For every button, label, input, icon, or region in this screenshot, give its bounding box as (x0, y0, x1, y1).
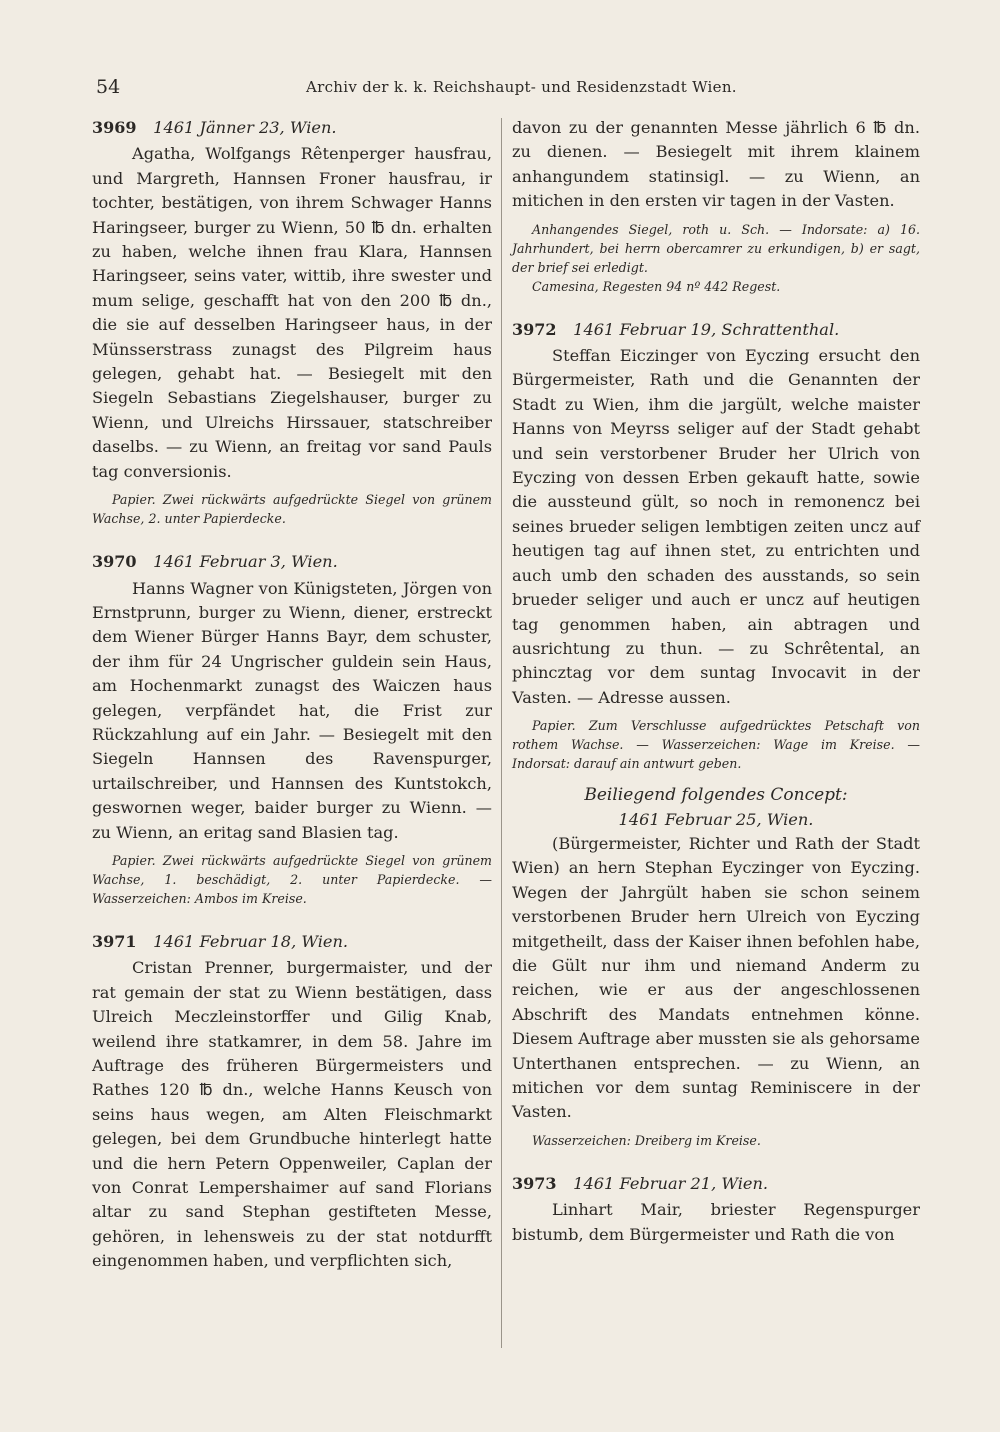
entry-number: 3969 (92, 118, 137, 137)
entry-3973 (512, 1172, 920, 1247)
entry-note: Papier. Zum Verschlusse aufgedrücktes Petschaft von rothem Wachse. — Wasserzeichen: Wage im Kreise. — Indorsat: darauf ain antwurt geben. (512, 718, 920, 772)
entry-text: Cristan Prenner, burgermaister, und der rat gemain der stat zu Wienn bestätigen, dass Ulreich Meczleinstorffer und Gilig Knab, weilend ihre statkamrer, in dem 58. Jahre im Auftrage des früheren Bürgermeisters und Rathes 120 ℔ dn., welche Hanns Keusch von seins haus wegen, am Alten Fleischmarkt gelegen, bei dem Grundbuche hinterlegt hatte und die hern Petern Oppenweiler, Caplan der von Conrat Lempershaimer auf sand Florians altar zu sand Stephan gestifteten Messe, gehören, in lehensweis zu der stat notdurfft eingenommen haben, und verpflichten sich, (92, 958, 492, 1271)
entry-heading (512, 318, 920, 342)
entry-date: 1461 Februar 19, Schrattenthal. (573, 319, 840, 339)
concept-text: (Bürgermeister, Richter und Rath der Stadt Wien) an hern Stephan Eyczinger von Eyczing. Wegen der Jahrgült haben sie schon seinem verstorbenen Bruder hern Ulreich von Eyczing mitgetheilt, dass der Kaiser ihnen befohlen habe, die Gült nur ihm und niemand Anderm zu reichen, wie er aus der angeschlossenen Abschrift des Mandats entnehmen könne. Diesem Auftrage aber mussten sie als gehorsame Unterthanen entsprechen. — zu Wienn, an mitichen vor dem suntag Reminiscere in der Vasten. (512, 833, 920, 1122)
entry-text: Agatha, Wolfgangs Rêtenperger hausfrau, und Margreth, Hannsen Froner hausfrau, ir tochter, bestätigen, von ihrem Schwager Hanns Haringseer, burger zu Wienn, 50 ℔ dn. erhalten zu haben, welche ihnen frau Klara, Hannsen Haringseer, seins vater, wittib, ihre swester und mum selige, geschafft hat von den 200 ℔ dn., die sie auf desselben Haringseer haus, in der Münsserstrass zunagst des Pilgreim haus gelegen, gehabt hat. — Besiegelt mit den Siegeln Sebastians Ziegelshauser, burger zu Wienn, und Ulreichs Hirssauer, statschreiber daselbs. — zu Wienn, an freitag vor sand Pauls tag conversionis. (92, 144, 492, 481)
entry-number: 3970 (92, 552, 137, 572)
entry-text: Steffan Eiczinger von Eyczing ersucht den Bürgermeister, Rath und die Genannten der Stadt zu Wien, ihm die jargült, welche maister Hanns von Meyrss seliger auf der Stadt gehabt und sein verstorbener Bruder her Ulrich von Eyczing von dessen Erben gekauft hatte, sowie die aussteund gült, so noch in remonencz bei seines brueder seligen lembtigen zeiten uncz auf heutigen tag auf ihnen stet, zu entrichten und auch umb den schaden des ausstands, so sein brueder seliger und auch er uncz auf heutigen tag genommen haben, ain abtragen und ausrichtung zu thun. — zu Schrêtental, an phincztag vor dem suntag Invocavit in der Vasten. — Adresse aussen. (512, 346, 920, 707)
entry-number: 3973 (512, 1173, 557, 1193)
left-column (92, 116, 492, 1274)
column-divider (501, 118, 502, 1348)
entry-3970 (92, 550, 492, 908)
entry-date: 1461 Februar 21, Wien. (573, 1173, 769, 1193)
entry-date: 1461 Februar 18, Wien. (153, 931, 349, 951)
entry-note: Papier. Zwei rückwärts aufgedrückte Siegel von grünem Wachse, 2. unter Papierdecke. (92, 492, 492, 527)
running-title: Archiv der k. k. Reichshaupt- und Residenzstadt Wien. (306, 78, 737, 96)
entry-note-reference: Camesina, Regesten 94 nº 442 Regest. (532, 278, 781, 294)
entry-text: Linhart Mair, briester Regenspurger bistumb, dem Bürgermeister und Rath die von (512, 1200, 920, 1244)
page-header (96, 76, 916, 102)
entry-heading (92, 930, 492, 954)
entry-3971 (92, 930, 492, 1274)
entry-note: Papier. Zwei rückwärts aufgedrückte Siegel von grünem Wachse, 1. beschädigt, 2. unter Papierdecke. — Wasserzeichen: Ambos im Kreise. (92, 852, 492, 906)
right-column (512, 116, 920, 1247)
page-number: 54 (96, 76, 121, 98)
entry-3969 (92, 116, 492, 528)
entry-text: Hanns Wagner von Künigsteten, Jörgen von Ernstprunn, burger zu Wienn, diener, erstreckt dem Wiener Bürger Hanns Bayr, dem schuster, der ihm für 24 Ungrischer guldein sein Haus, am Hochenmarkt zunagst des Waiczen haus gelegen, verpfändet hat, die Frist zur Rückzahlung auf ein Jahr. — Besiegelt mit den Siegeln Hannsen des Ravenspurger, urtailschreiber, und Hannsen des Kuntstokch, geswornen weger, baider burger zu Wienn. — zu Wienn, an eritag sand Blasien tag. (92, 578, 492, 842)
concept-note: Wasserzeichen: Dreiberg im Kreise. (532, 1132, 761, 1148)
entry-date: 1461 Februar 3, Wien. (153, 552, 338, 572)
entry-heading (512, 1172, 920, 1196)
entry-heading (92, 550, 492, 574)
entry-note: Anhangendes Siegel, roth u. Sch. — Indorsate: a) 16. Jahrhundert, bei herrn obercamrer zu erkundigen, b) er sagt, der brief sei erledigt. (512, 221, 920, 275)
concept-date: 1461 Februar 25, Wien. (618, 809, 814, 829)
entry-3972 (512, 318, 920, 1150)
entry-number: 3972 (512, 319, 557, 339)
entry-number: 3971 (92, 931, 137, 951)
entry-date: 1461 Jänner 23, Wien. (153, 118, 337, 137)
concept-heading: Beiliegend folgendes Concept: (584, 785, 848, 806)
entry-text-continued: davon zu der genannten Messe jährlich 6 ℔ dn. zu dienen. — Besiegelt mit ihrem klainem anhangundem statinsigl. — zu Wienn, an mitichen in den ersten vir tagen in der Vasten. (512, 118, 920, 211)
entry-3971-continued (512, 116, 920, 296)
entry-heading (92, 116, 492, 140)
